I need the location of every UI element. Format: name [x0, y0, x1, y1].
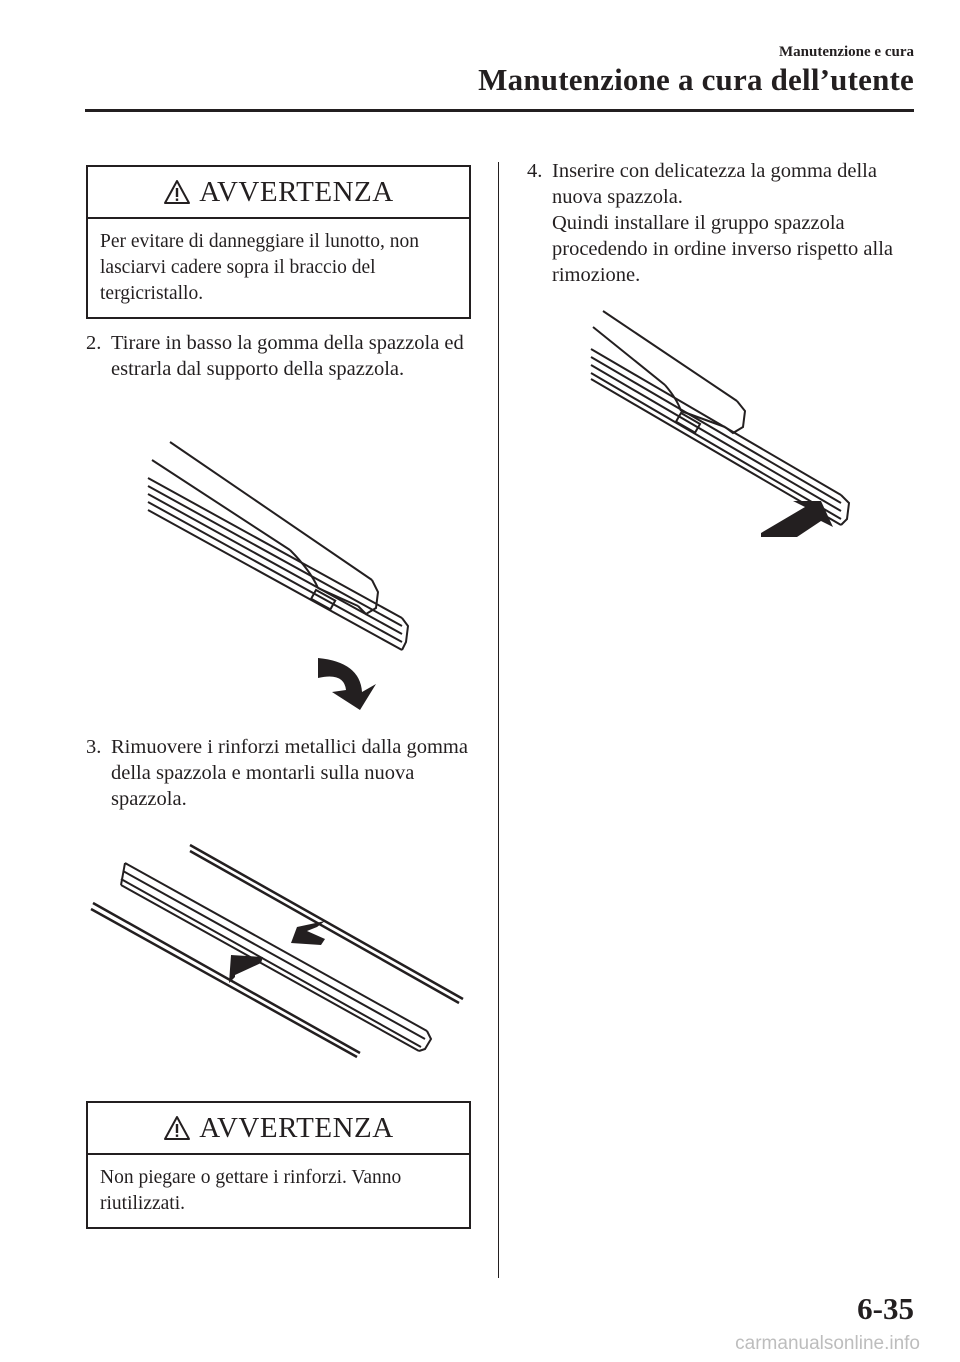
step-4 [527, 158, 922, 288]
figure-metal-reinforcements [85, 835, 470, 1065]
figure-insert-rubber [585, 305, 860, 555]
warning-text: Per evitare di danneggiare il lunotto, non lasciarvi cadere sopra il braccio del tergicristallo. [100, 231, 419, 304]
warning-triangle-icon [163, 179, 191, 205]
warning-header [88, 1103, 469, 1155]
step-text: Rimuovere i rinforzi metallici dalla gomma della spazzola e montarli sulla nuova spazzola. [111, 736, 468, 810]
step-text: Tirare in basso la gomma della spazzola ed estrarla dal supporto della spazzola. [111, 332, 464, 380]
page-number: 6-35 [857, 1291, 914, 1326]
section-label: Manutenzione e cura [779, 44, 914, 60]
arrow-icon [318, 658, 376, 710]
header-rule [85, 109, 914, 112]
warning-title: AVVERTENZA [199, 175, 394, 208]
step-number: 2. [86, 332, 102, 354]
arrow-icon [291, 921, 325, 945]
watermark: carmanualsonline.info [735, 1333, 920, 1354]
column-divider [498, 162, 499, 1278]
step-number: 4. [527, 160, 543, 182]
page-title: Manutenzione a cura dell’utente [478, 62, 914, 97]
arrow-icon [229, 955, 263, 983]
warning-box-2 [86, 1101, 471, 1229]
step-3 [86, 734, 478, 812]
warning-triangle-icon [163, 1115, 191, 1141]
arrow-icon [761, 501, 833, 537]
warning-header [88, 167, 469, 219]
step-number: 3. [86, 736, 102, 758]
warning-box-1 [86, 165, 471, 319]
step-2 [86, 330, 478, 382]
step-text: Inserire con delicatezza la gomma della nuova spazzola. [552, 160, 877, 208]
step-text: Quindi installare il gruppo spazzola procedendo in ordine inverso rispetto alla rimozione. [552, 212, 893, 286]
warning-title: AVVERTENZA [199, 1111, 394, 1144]
warning-text: Non piegare o gettare i rinforzi. Vanno riutilizzati. [100, 1167, 402, 1214]
figure-wiper-pull-down [140, 430, 430, 710]
